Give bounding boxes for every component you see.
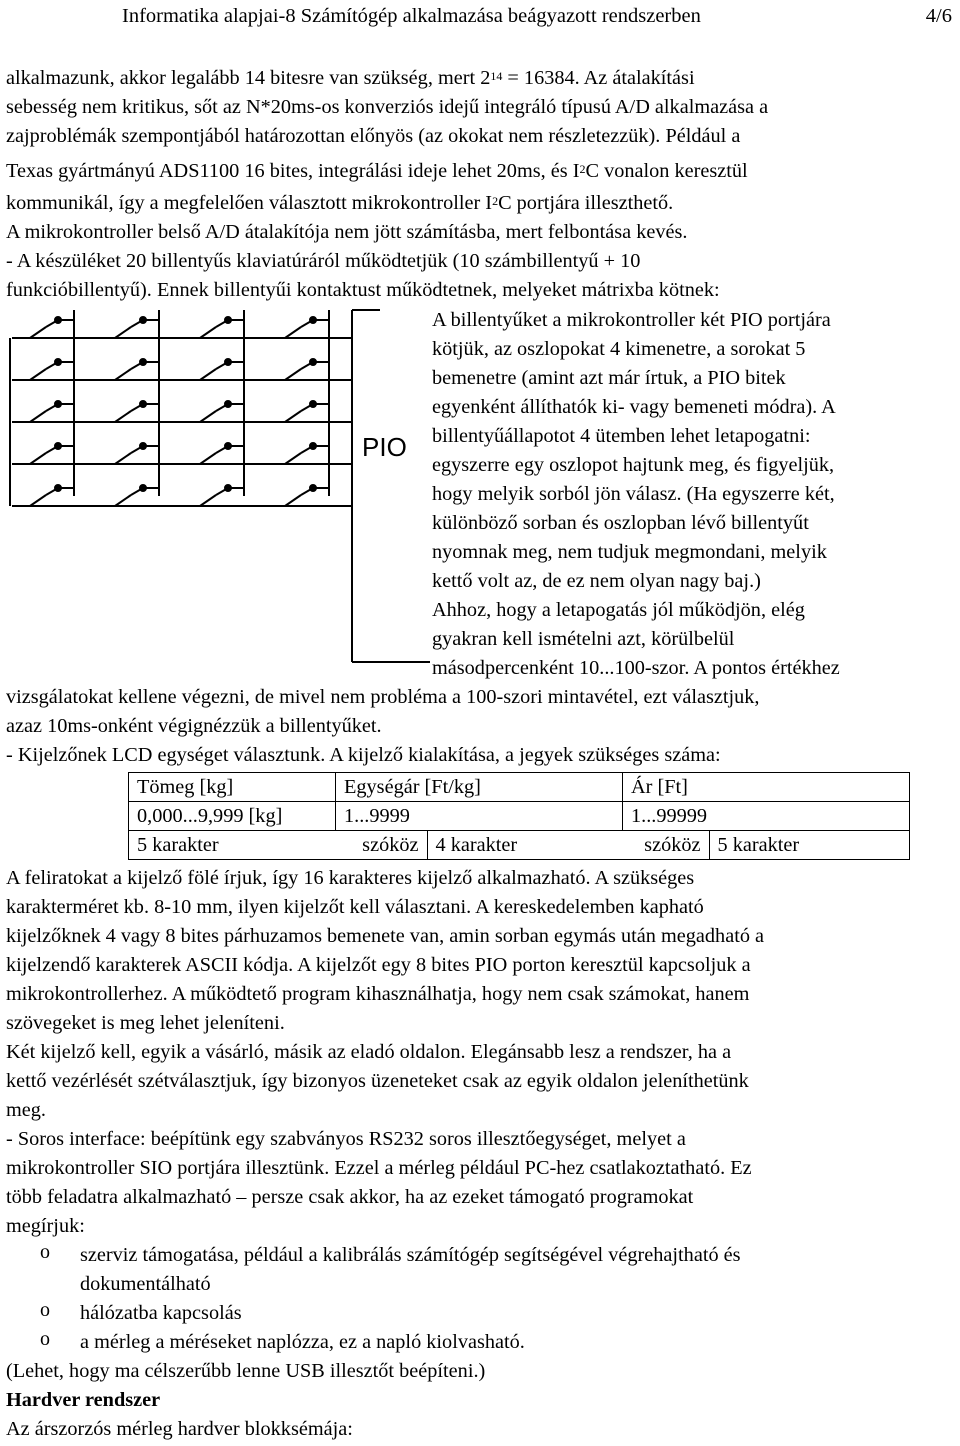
text-line: sebesség nem kritikus, sőt az N*20ms-os konverziós idejű integráló típusú A/D alkalmazása a <box>6 96 769 118</box>
right-text-line: különböző sorban és oszlopban lévő billentyűt <box>432 512 809 534</box>
text-line: kettő vezérlését szétválasztjuk, így bizonyos üzeneteket csak az egyik oldalon jeleníthetünk <box>6 1070 749 1092</box>
text-line: mikrokontrollerhez. A működtető program kihasználhatja, hogy nem csak számokat, hanem <box>6 983 750 1005</box>
bullet-item: hálózatba kapcsolás <box>80 1302 242 1324</box>
text-line: kijelzendő karakterek ASCII kódja. A kijelzőt egy 8 bites PIO porton keresztül kapcsoljuk a <box>6 954 751 976</box>
text-line: több feladatra alkalmazható – persze csak akkor, ha az ezeket támogató programokat <box>6 1186 694 1208</box>
page-number: 4/6 <box>925 5 952 27</box>
table-cell: 4 karakter <box>427 831 623 860</box>
switch-arm <box>200 411 216 422</box>
switch-arm <box>285 327 301 338</box>
right-text-line: A billentyűket a mikrokontroller két PIO portjára <box>432 309 831 331</box>
table-cell: 0,000...9,999 [kg] <box>129 802 336 831</box>
lcd-layout-table <box>128 772 910 860</box>
bullet-marker: o <box>40 1299 50 1321</box>
text-line: - Kijelzőnek LCD egységet választunk. A kijelző kialakítása, a jegyek szükséges száma: <box>6 744 721 766</box>
switch-arm <box>200 495 216 506</box>
note-line: (Lehet, hogy ma célszerűbb lenne USB illesztőt beépíteni.) <box>6 1360 486 1382</box>
text-line: funkcióbillentyű). Ennek billentyűi kontaktust működtetnek, melyeket mátrixba kötnek: <box>6 279 720 301</box>
bullet-item: szerviz támogatása, például a kalibrálás számítógép segítségével végrehajtható és <box>80 1244 741 1266</box>
switch-arm <box>200 453 216 464</box>
text-line: - Soros interface: beépítünk egy szabványos RS232 soros illesztőegységet, melyet a <box>6 1128 686 1150</box>
header-title: Informatika alapjai-8 Számítógép alkalmazása beágyazott rendszerben <box>122 5 701 27</box>
section-heading: Hardver rendszer <box>6 1389 161 1411</box>
switch-arm <box>285 369 301 380</box>
right-text-line: kötjük, az oszlopokat 4 kimenetre, a sorokat 5 <box>432 338 806 360</box>
right-text-line: Ahhoz, hogy a letapogatás jól működjön, elég <box>432 599 805 621</box>
text-line: - A készüléket 20 billentyűs klaviatúráról működtetjük (10 számbillentyű + 10 <box>6 250 641 272</box>
text-line: karakterméret kb. 8-10 mm, ilyen kijelzőt kell választani. A kereskedelemben kapható <box>6 896 704 918</box>
right-text-line: másodpercenként 10...100-szor. A pontos értékhez <box>432 657 840 679</box>
switch-arm <box>30 453 46 464</box>
page-header <box>122 3 952 29</box>
table-row <box>129 773 910 802</box>
text-line: mikrokontroller SIO portjára illesztünk. Ezzel a mérleg például PC-hez csatlakoztatható. Ez <box>6 1157 752 1179</box>
table-cell: 5 karakter <box>709 831 910 860</box>
switch-arm <box>30 495 46 506</box>
text-line: kommunikál, így a megfelelően választott mikrokontroller $I^2C$ portjára illeszthető. <box>6 192 674 214</box>
pio-label: PIO <box>362 432 407 462</box>
text-line: Az árszorzós mérleg hardver blokksémája: <box>6 1418 353 1440</box>
right-text-line: egyszerre egy oszlopot hajtunk meg, és figyeljük, <box>432 454 835 476</box>
right-text-line: hogy melyik sorból jön válasz. (Ha egyszerre két, <box>432 483 835 505</box>
switch-arm <box>285 411 301 422</box>
table-cell: Ár [Ft] <box>623 773 910 802</box>
right-text-line: egyenként állíthatók ki- vagy bemeneti módra). A <box>432 396 836 418</box>
text-line: vizsgálatokat kellene végezni, de mivel nem probléma a 100-szori mintavétel, ezt választjuk, <box>6 686 760 708</box>
table-cell: 5 karakter <box>129 831 336 860</box>
text-line: A mikrokontroller belső A/D átalakítója nem jött számításba, mert felbontása kevés. <box>6 221 688 243</box>
switch-arm <box>115 327 131 338</box>
table-cell: Egységár [Ft/kg] <box>336 773 623 802</box>
text-line: szövegeket is meg lehet jeleníteni. <box>6 1012 285 1034</box>
right-text-line: bemenetre (amint azt már írtuk, a PIO bitek <box>432 367 786 389</box>
keyboard-matrix-diagram <box>0 296 430 666</box>
text-line: zajproblémák szempontjából határozottan előnyös (az okokat nem részletezzük). Például a <box>6 125 741 147</box>
text-line: Két kijelző kell, egyik a vásárló, másik az eladó oldalon. Elegánsabb lesz a rendszer, ha a <box>6 1041 732 1063</box>
switch-arm <box>115 453 131 464</box>
table-row <box>129 831 910 860</box>
bullet-marker: o <box>40 1241 50 1263</box>
switch-arm <box>200 327 216 338</box>
right-text-line: gyakran kell ismételni azt, körülbelül <box>432 628 735 650</box>
text-line: A feliratokat a kijelző fölé írjuk, így 16 karakteres kijelző alkalmazható. A szükséges <box>6 867 695 889</box>
text-line: azaz 10ms-onként végignézzük a billentyűket. <box>6 715 382 737</box>
table-row <box>129 802 910 831</box>
table-cell: 1...99999 <box>623 802 910 831</box>
switch-arm <box>30 411 46 422</box>
switch-arm <box>285 453 301 464</box>
bullet-marker: o <box>40 1328 50 1350</box>
text-line: kijelzőknek 4 vagy 8 bites párhuzamos bemenete van, amin sorban egymás után megadható a <box>6 925 765 947</box>
table-cell: szóköz <box>623 831 710 860</box>
right-text-line: kettő volt az, de ez nem olyan nagy baj.) <box>432 570 761 592</box>
switch-arm <box>30 369 46 380</box>
right-text-line: nyomnak meg, nem tudjuk megmondani, melyik <box>432 541 827 563</box>
switch-arm <box>115 369 131 380</box>
table-cell: Tömeg [kg] <box>129 773 336 802</box>
table-cell: 1...9999 <box>336 802 623 831</box>
switch-arm <box>115 495 131 506</box>
text-line: Texas gyártmányú ADS1100 16 bites, integrálási ideje lehet 20ms, és $I^2C$ vonalon keresztül <box>6 160 748 182</box>
text-line: alkalmazunk, akkor legalább 14 bitesre van szükség, mert $2^{14} = 16384$. Az átalakítási <box>6 67 695 89</box>
bullet-item-cont: dokumentálható <box>80 1273 211 1295</box>
switch-arm <box>30 327 46 338</box>
switch-arm <box>285 495 301 506</box>
text-line: megírjuk: <box>6 1215 85 1237</box>
text-line: meg. <box>6 1099 46 1121</box>
right-text-line: billentyűállapotot 4 ütemben lehet letapogatni: <box>432 425 811 447</box>
switch-arm <box>200 369 216 380</box>
bullet-item: a mérleg a méréseket naplózza, ez a napló kiolvasható. <box>80 1331 525 1353</box>
switch-arm <box>115 411 131 422</box>
table-cell: szóköz <box>336 831 428 860</box>
